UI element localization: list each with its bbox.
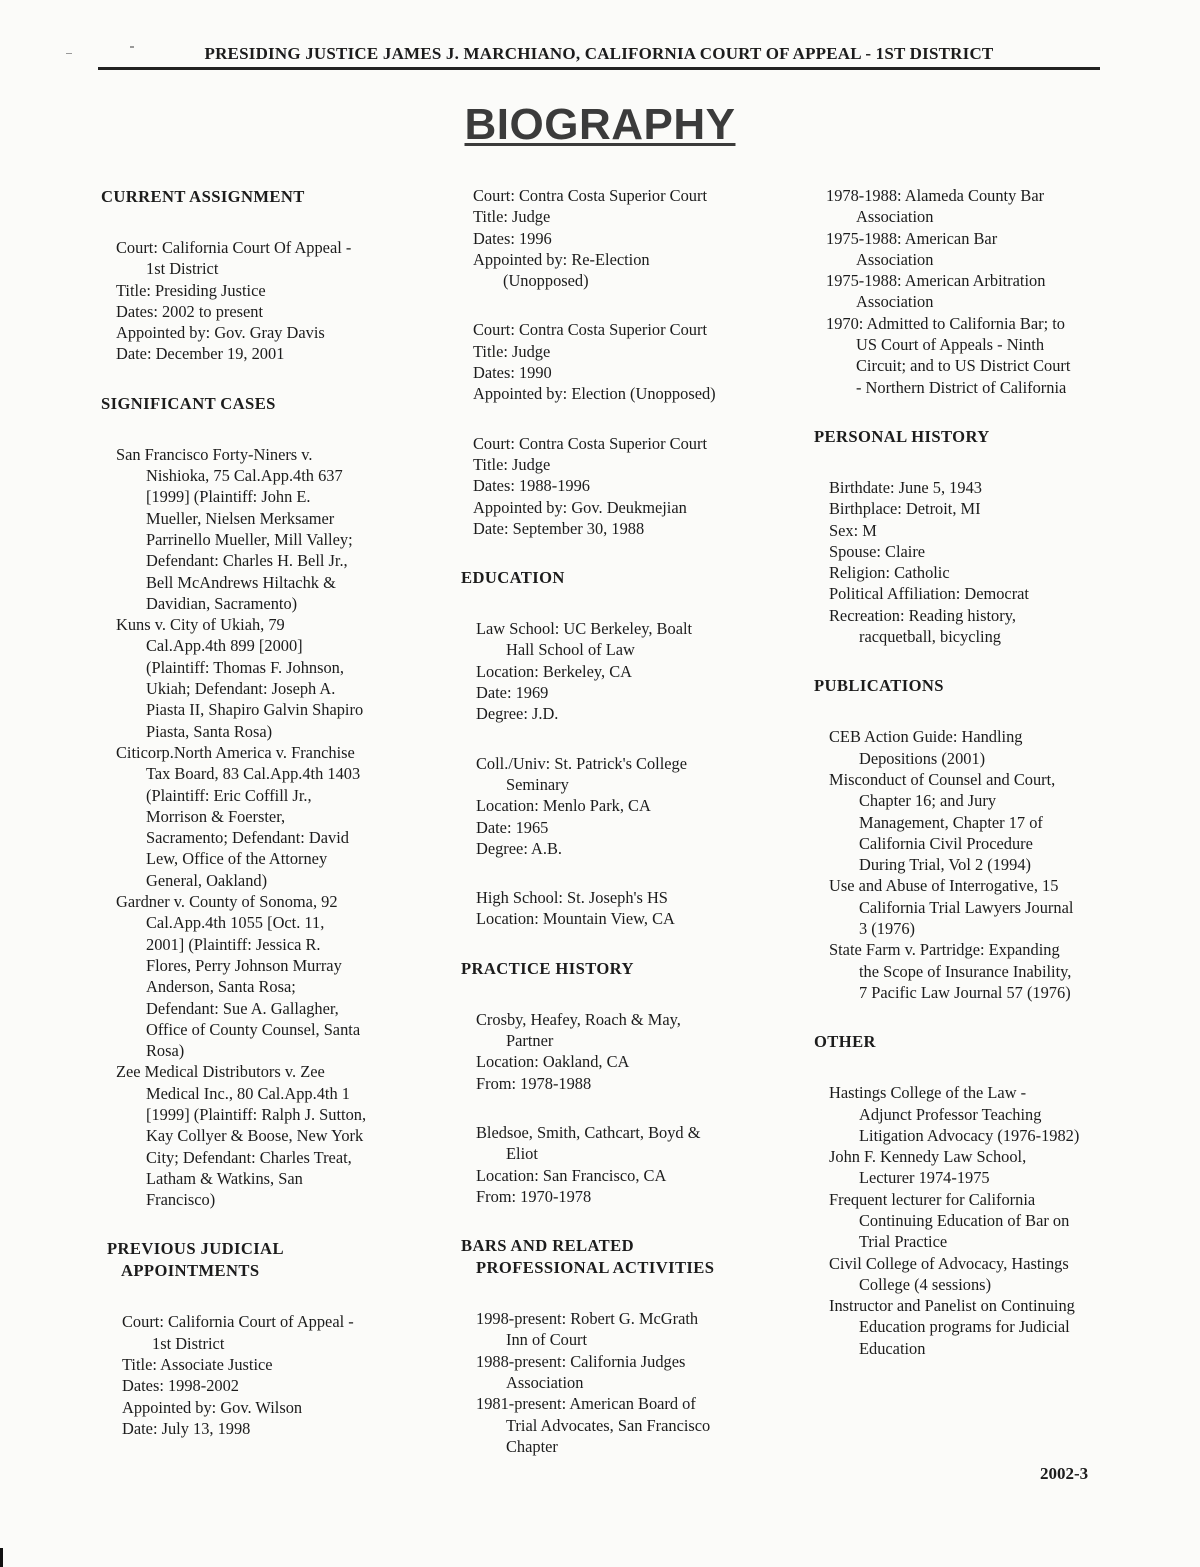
case-line: Ukiah; Defendant: Joseph A. [146,679,336,699]
entry-line: From: 1978-1988 [476,1073,592,1093]
entry-line: Continuing Education of Bar on [859,1210,1070,1230]
entry-line: Education programs for Judicial [859,1317,1070,1337]
previous-appointments-heading [107,1238,421,1282]
entry-line: Law School: UC Berkeley, Boalt [476,619,693,639]
case-line: Office of County Counsel, Santa [146,1019,361,1039]
page-number: 2002-3 [1040,1464,1089,1483]
entry-line: 7 Pacific Law Journal 57 (1976) [859,982,1071,1002]
education-entry [476,887,781,930]
entry-line: Location: Oakland, CA [476,1052,630,1072]
case-line: Sacramento; Defendant: David [146,828,349,848]
entry-line: - Northern District of California [856,377,1067,397]
entry-line: Date: 1969 [476,683,549,703]
appointment-entry [473,319,781,404]
entry-line: Birthplace: Detroit, MI [829,499,981,519]
appointment-entry [473,433,781,539]
case-line: Defendant: Sue A. Gallagher, [146,998,339,1018]
case-line: Lew, Office of the Attorney [146,849,328,869]
entry-line: Instructor and Panelist on Continuing [829,1296,1075,1316]
entry-line: Appointed by: Gov. Wilson [122,1397,303,1417]
education-heading: EDUCATION [461,568,565,588]
entry-line: Chapter 16; and Jury [859,791,997,811]
case-line: Flores, Perry Johnson Murray [146,955,342,975]
entry-line: Association [856,292,934,312]
entry-line: Location: Menlo Park, CA [476,796,651,816]
heading-line: BARS AND RELATED [461,1236,634,1256]
scan-speck [130,46,134,48]
entry-line: Appointed by: Re-Election [473,249,650,269]
entry-line: the Scope of Insurance Inability, [859,961,1072,981]
case-line: Nishioka, 75 Cal.App.4th 637 [146,466,343,486]
case-line: Gardner v. County of Sonoma, 92 [116,892,338,912]
entry-line: Date: July 13, 1998 [122,1418,251,1438]
case-line: Davidian, Sacramento) [146,593,298,613]
entry-line: Location: Mountain View, CA [476,909,675,929]
current-assignment-heading: CURRENT ASSIGNMENT [101,187,305,206]
bars-continued [811,185,1134,398]
entry-line: Management, Chapter 17 of [859,812,1043,832]
case-line: City; Defendant: Charles Treat, [146,1147,352,1167]
entry-line: (Unopposed) [503,271,589,291]
entry-line: Circuit; and to US District Court [856,356,1071,376]
other-section [814,1031,1134,1359]
entry-line: Depositions (2001) [859,748,986,768]
other-heading: OTHER [814,1032,876,1052]
entry-line: Civil College of Advocacy, Hastings [829,1253,1069,1273]
entry-line: Birthdate: June 5, 1943 [829,477,982,497]
entry-line: racquetball, bicycling [859,627,1001,647]
heading-line: PREVIOUS JUDICIAL [107,1239,284,1259]
practice-entry [476,1122,781,1207]
entry-line: Date: 1965 [476,817,549,837]
entry-line: State Farm v. Partridge: Expanding [829,940,1060,960]
entry-line: Title: Presiding Justice [116,280,266,300]
entry-line: Partner [506,1031,554,1051]
publications-heading: PUBLICATIONS [814,676,944,696]
entry-line: Hastings College of the Law - [829,1083,1027,1103]
practice-history-heading: PRACTICE HISTORY [461,958,634,978]
case-line: Mueller, Nielsen Merksamer [146,508,335,528]
scan-speck [66,53,72,54]
entry-line: Court: Contra Costa Superior Court [473,186,708,205]
current-assignment-entry [116,237,421,365]
significant-cases-heading: SIGNIFICANT CASES [101,393,276,413]
page-header: PRESIDING JUSTICE JAMES J. MARCHIANO, CALIFORNIA COURT OF APPEAL - 1ST DISTRICT [204,44,994,63]
case-list [116,444,421,1211]
entry-line: Lecturer 1974-1975 [859,1168,990,1188]
entry-line: College (4 sessions) [859,1274,992,1294]
case-line: General, Oakland) [146,870,268,890]
column-right [814,186,1134,1387]
entry-line: 1981-present: American Board of [476,1394,696,1414]
entry-line: Dates: 1998-2002 [122,1376,239,1396]
entry-line: Association [856,207,934,227]
entry-line: During Trial, Vol 2 (1994) [859,855,1031,875]
entry-line: 1970: Admitted to California Bar; to [826,313,1066,333]
personal-history-entries [829,477,1134,647]
entry-line: Crosby, Heafey, Roach & May, [476,1009,681,1029]
entry-line: Title: Associate Justice [122,1355,273,1375]
entry-line: Dates: 1996 [473,228,552,248]
entry-line: 1975-1988: American Bar [826,228,998,248]
entry-line: 1978-1988: Alameda County Bar [826,186,1045,205]
case-line: Zee Medical Distributors v. Zee [116,1062,325,1082]
entry-line: Religion: Catholic [829,563,950,583]
publications-section [814,675,1134,1003]
bars-entries-continued [826,185,1134,398]
entry-line: Association [506,1372,584,1392]
personal-history-section [814,426,1134,647]
education-section [461,567,781,930]
personal-history-heading: PERSONAL HISTORY [814,426,990,446]
entry-line: Litigation Advocacy (1976-1982) [859,1125,1080,1145]
heading-line: PROFESSIONAL ACTIVITIES [476,1258,715,1278]
entry-line: Misconduct of Counsel and Court, [829,769,1056,789]
entry-line: Adjunct Professor Teaching [859,1104,1042,1124]
entry-line: Appointed by: Gov. Deukmejian [473,497,687,517]
case-line: (Plaintiff: Thomas F. Johnson, [146,657,344,677]
entry-line: Spouse: Claire [829,541,926,561]
entry-line: Frequent lecturer for California [829,1189,1036,1209]
entry-line: Dates: 1990 [473,363,552,383]
entry-line: Seminary [506,774,569,794]
entry-line: Trial Practice [859,1232,948,1252]
case-line: Tax Board, 83 Cal.App.4th 1403 [146,764,361,784]
case-line: Medical Inc., 80 Cal.App.4th 1 [146,1083,350,1103]
practice-history-section [461,958,781,1207]
entry-line: 3 (1976) [859,919,915,939]
entry-line: John F. Kennedy Law School, [829,1147,1027,1167]
case-line: Morrison & Foerster, [146,806,286,826]
entry-line: High School: St. Joseph's HS [476,888,668,908]
entry-line: Degree: A.B. [476,838,563,858]
entry-line: Political Affiliation: Democrat [829,584,1029,604]
entry-line: CEB Action Guide: Handling [829,727,1023,747]
education-entry [476,618,781,724]
case-line: [1999] (Plaintiff: Ralph J. Sutton, [146,1104,367,1124]
entry-line: Court: California Court of Appeal - [122,1312,354,1332]
previous-appointments-section [107,1238,421,1439]
case-line: 2001] (Plaintiff: Jessica R. [146,934,321,954]
entry-line: Appointed by: Gov. Gray Davis [116,323,325,343]
entry-line: Association [856,249,934,269]
entry-line: Degree: J.D. [476,704,559,724]
entry-line: Coll./Univ: St. Patrick's College [476,753,688,773]
heading-line: APPOINTMENTS [121,1261,260,1281]
case-line: Cal.App.4th 899 [2000] [146,636,303,656]
entry-line: Trial Advocates, San Francisco [506,1415,711,1435]
case-line: Parrinello Mueller, Mill Valley; [146,529,353,549]
entry-line: Location: Berkeley, CA [476,661,632,681]
scan-edge [0,1548,3,1567]
entry-line: US Court of Appeals - Ninth [856,335,1045,355]
entry-line: Court: California Court Of Appeal - [116,238,352,257]
page-title: BIOGRAPHY [464,100,736,149]
case-line: Piasta II, Shapiro Galvin Shapiro [146,700,364,720]
entry-line: Location: San Francisco, CA [476,1165,667,1185]
practice-entry [476,1009,781,1094]
entry-line: Court: Contra Costa Superior Court [473,320,708,340]
case-line: Piasta, Santa Rosa) [146,721,273,741]
entry-line: Recreation: Reading history, [829,605,1016,625]
entry-line: 1st District [152,1333,225,1353]
case-line: Rosa) [146,1041,185,1061]
publications-entries [829,726,1134,1003]
entry-line: Chapter [506,1436,558,1456]
appointments-continued [458,185,781,539]
column-left [101,186,421,1467]
case-line: Kuns v. City of Ukiah, 79 [116,615,285,635]
entry-line: 1975-1988: American Arbitration [826,271,1046,291]
entry-line: Date: December 19, 2001 [116,344,285,364]
entry-line: California Civil Procedure [859,833,1033,853]
previous-appointment-entry [122,1311,421,1439]
bars-section [461,1235,781,1457]
bars-entries [476,1308,781,1457]
entry-line: Use and Abuse of Interrogative, 15 [829,876,1059,896]
case-line: Latham & Watkins, San [146,1168,303,1188]
entry-line: Sex: M [829,520,877,540]
case-line: Anderson, Santa Rosa; [146,977,296,997]
other-entries [829,1082,1134,1359]
entry-line: Education [859,1338,926,1358]
bars-heading [461,1235,781,1279]
entry-line: Dates: 1988-1996 [473,476,590,496]
significant-cases-section [101,393,421,1211]
entry-line: 1st District [146,259,219,279]
entry-line: Title: Judge [473,207,551,227]
entry-line: 1988-present: California Judges [476,1351,686,1371]
entry-line: Hall School of Law [506,640,635,660]
entry-line: Appointed by: Election (Unopposed) [473,384,716,404]
entry-line: Dates: 2002 to present [116,301,264,321]
case-line: (Plaintiff: Eric Coffill Jr., [146,785,312,805]
case-line: San Francisco Forty-Niners v. [116,444,313,464]
case-line: [1999] (Plaintiff: John E. [146,487,311,507]
entry-line: Title: Judge [473,454,551,474]
case-line: Cal.App.4th 1055 [Oct. 11, [146,913,325,933]
case-line: Defendant: Charles H. Bell Jr., [146,551,348,571]
entry-line: From: 1970-1978 [476,1186,592,1206]
entry-line: Court: Contra Costa Superior Court [473,433,708,453]
header-rule [98,67,1100,70]
entry-line: Inn of Court [506,1330,588,1350]
entry-line: Bledsoe, Smith, Cathcart, Boyd & [476,1122,701,1142]
case-line: Bell McAndrews Hiltachk & [146,572,336,592]
column-middle [461,186,781,1485]
case-line: Kay Collyer & Boose, New York [146,1126,364,1146]
current-assignment-section [101,186,421,365]
entry-line: Title: Judge [473,341,551,361]
entry-line: California Trial Lawyers Journal [859,897,1074,917]
education-entry [476,753,781,859]
appointment-entry [473,185,781,291]
case-line: Citicorp.North America v. Franchise [116,742,355,762]
entry-line: 1998-present: Robert G. McGrath [476,1309,699,1329]
entry-line: Date: September 30, 1988 [473,518,645,538]
case-line: Francisco) [146,1190,216,1210]
entry-line: Eliot [506,1144,538,1164]
